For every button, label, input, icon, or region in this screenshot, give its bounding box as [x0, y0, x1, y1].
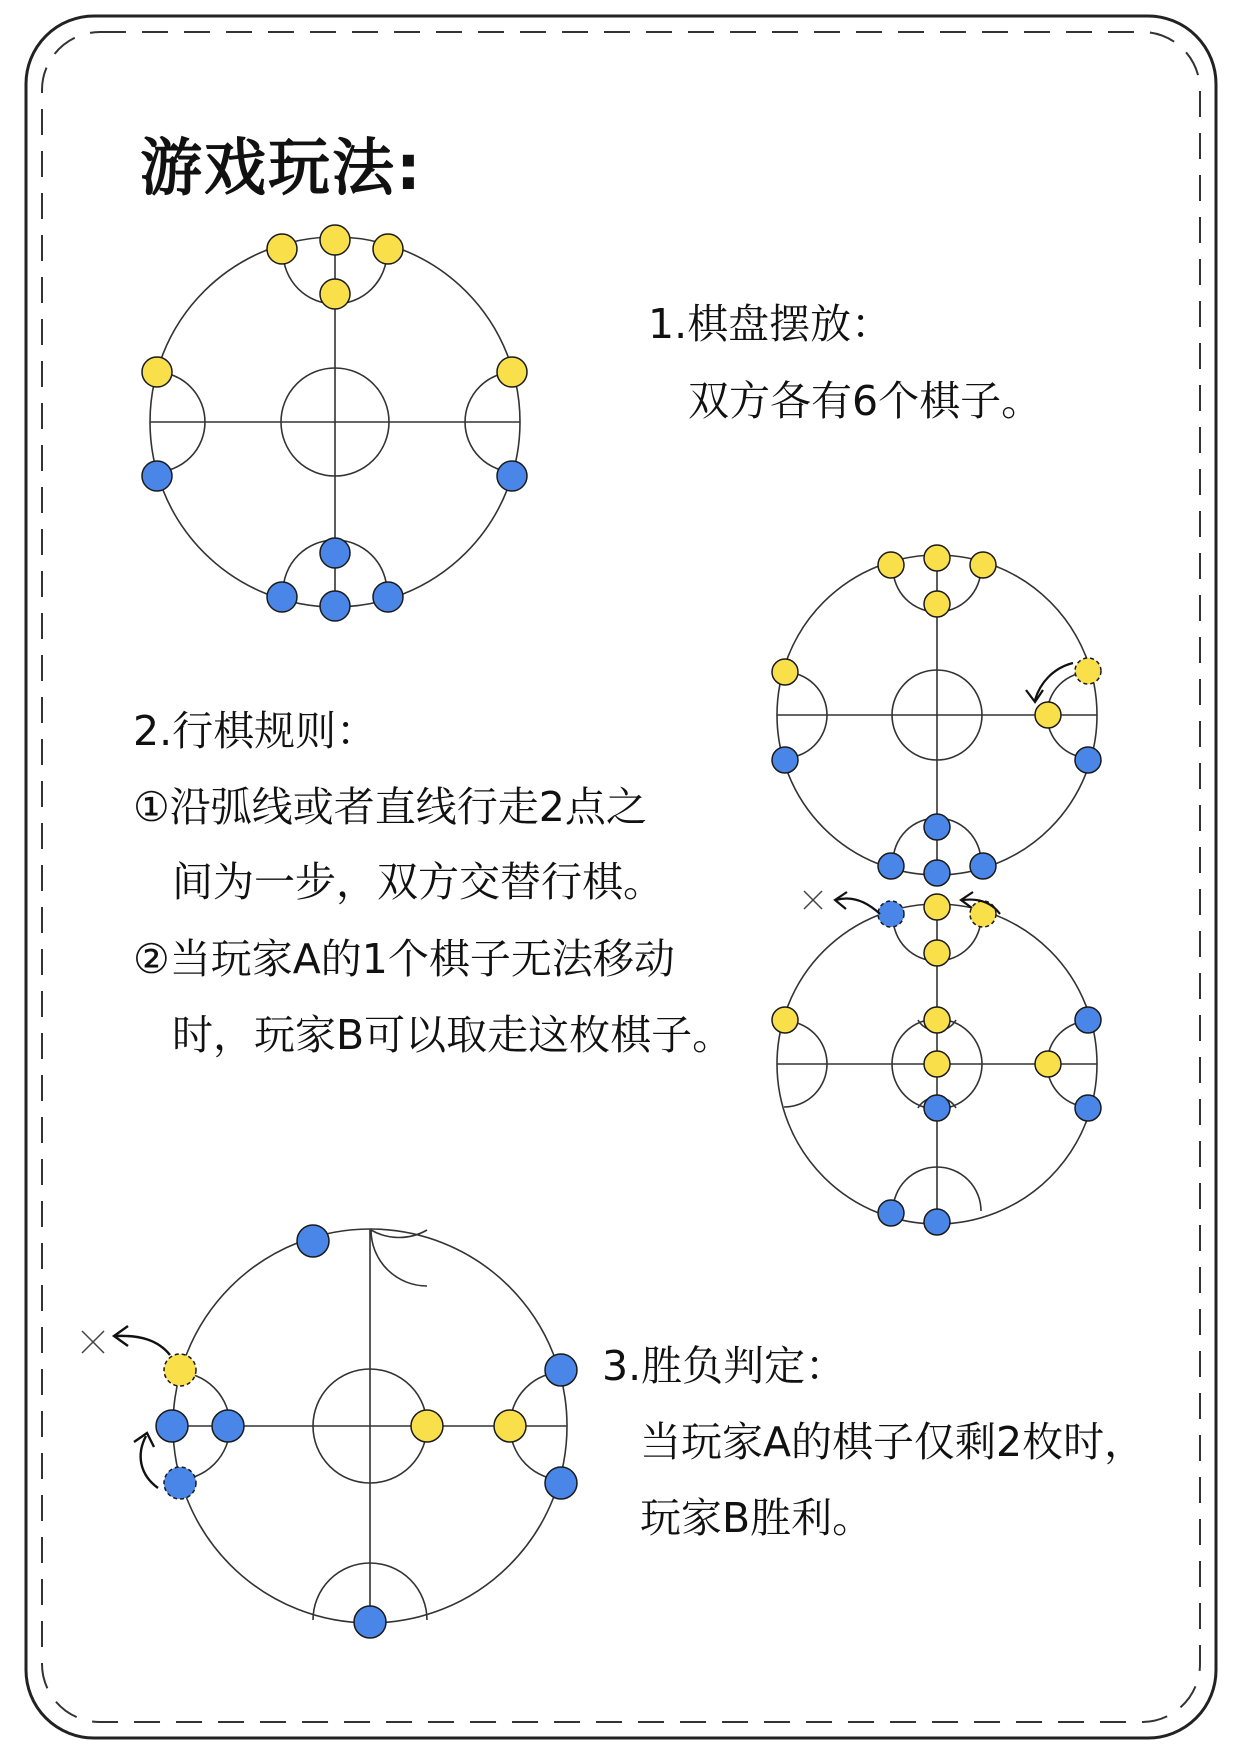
victory-line-2: 玩家B胜利。	[640, 1494, 874, 1542]
moves-line-1: ①沿弧线或者直线行走2点之	[133, 783, 647, 831]
page-title: 游戏玩法:	[140, 131, 423, 204]
moves-heading: 2.行棋规则：	[133, 707, 378, 755]
blue-piece	[545, 1354, 577, 1386]
blue-piece	[354, 1606, 386, 1638]
victory-heading: 3.胜负判定：	[602, 1342, 847, 1390]
yellow-piece	[164, 1354, 196, 1386]
moves-line-3: ②当玩家A的1个棋子无法移动	[133, 935, 675, 983]
remove-cross-icon	[82, 1331, 104, 1353]
yellow-piece	[411, 1410, 443, 1442]
blue-piece	[545, 1467, 577, 1499]
move-arrow-icon	[134, 1433, 158, 1488]
victory-line-1: 当玩家A的棋子仅剩2枚时，	[640, 1418, 1146, 1466]
move-arrow-icon	[114, 1326, 170, 1355]
moves-line-2: 间为一步，双方交替行棋。	[172, 858, 664, 906]
blue-piece	[156, 1410, 188, 1442]
moves-line-4: 时，玩家B可以取走这枚棋子。	[172, 1011, 734, 1059]
setup-line: 双方各有6个棋子。	[688, 377, 1043, 425]
blue-piece	[212, 1410, 244, 1442]
yellow-piece	[494, 1410, 526, 1442]
blue-piece	[164, 1467, 196, 1499]
blue-piece	[297, 1225, 329, 1257]
setup-heading: 1.棋盘摆放：	[648, 300, 893, 348]
